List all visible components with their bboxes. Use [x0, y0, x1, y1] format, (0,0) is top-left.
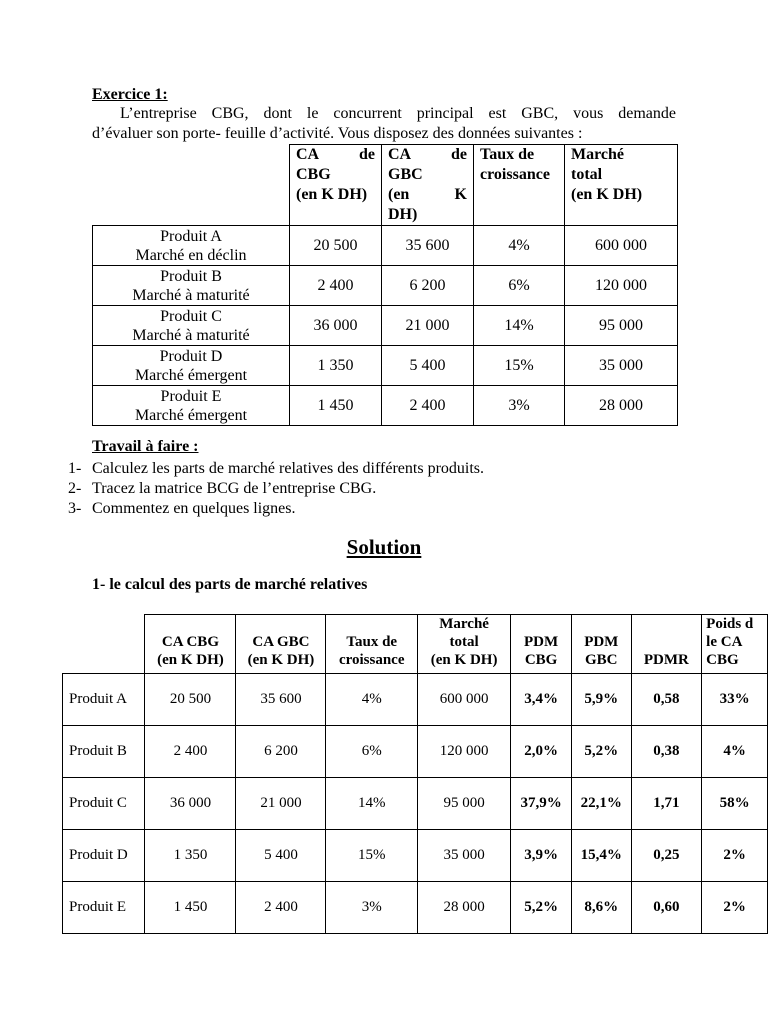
- pdmr-cell: 1,71: [631, 778, 702, 830]
- list-item: 3- Commentez en quelques lignes.: [68, 500, 296, 517]
- header-marche: Marché total (en K DH): [565, 145, 678, 226]
- pdmr-cell: 0,60: [631, 882, 702, 934]
- marche-cell: 28 000: [418, 882, 511, 934]
- ca-cbg-cell: 20 500: [290, 226, 382, 266]
- poids-cell: 33%: [702, 674, 768, 726]
- section-title: 1- le calcul des parts de marché relatives: [92, 576, 368, 593]
- table-row: [63, 882, 768, 934]
- pdm-gbc-cell: 22,1%: [571, 778, 631, 830]
- product-cell: Produit E Marché émergent: [93, 386, 290, 426]
- taux-cell: 14%: [474, 306, 565, 346]
- header-poids: Poids d le CA CBG: [702, 615, 768, 674]
- header-pdmr: PDMR: [631, 615, 702, 674]
- table-row: [63, 778, 768, 830]
- table-row: [93, 306, 678, 346]
- ca-gbc-cell: 21 000: [236, 778, 326, 830]
- taux-cell: 15%: [326, 830, 418, 882]
- product-cell: Produit A: [63, 674, 145, 726]
- poids-cell: 2%: [702, 882, 768, 934]
- taux-cell: 4%: [326, 674, 418, 726]
- pdm-cbg-cell: 3,4%: [511, 674, 572, 726]
- product-cell: Produit B: [63, 726, 145, 778]
- table-row: [93, 386, 678, 426]
- poids-cell: 2%: [702, 830, 768, 882]
- ca-gbc-cell: 35 600: [382, 226, 474, 266]
- marche-cell: 35 000: [565, 346, 678, 386]
- ca-gbc-cell: 2 400: [236, 882, 326, 934]
- pdmr-cell: 0,38: [631, 726, 702, 778]
- taux-cell: 4%: [474, 226, 565, 266]
- ca-gbc-cell: 35 600: [236, 674, 326, 726]
- solution-table: [62, 614, 768, 934]
- taux-cell: 14%: [326, 778, 418, 830]
- todo-list: [68, 459, 484, 519]
- pdmr-cell: 0,25: [631, 830, 702, 882]
- pdm-gbc-cell: 8,6%: [571, 882, 631, 934]
- header-marche: Marché total (en K DH): [418, 615, 511, 674]
- header-taux: Taux de croissance: [326, 615, 418, 674]
- pdm-gbc-cell: 5,2%: [571, 726, 631, 778]
- exercise-data-table: [92, 144, 678, 426]
- poids-cell: 4%: [702, 726, 768, 778]
- ca-cbg-cell: 1 350: [145, 830, 236, 882]
- table-header-row: [63, 615, 768, 674]
- header-pdm-cbg: PDM CBG: [511, 615, 572, 674]
- product-cell: Produit C: [63, 778, 145, 830]
- marche-cell: 95 000: [418, 778, 511, 830]
- marche-cell: 95 000: [565, 306, 678, 346]
- product-cell: Produit E: [63, 882, 145, 934]
- pdm-cbg-cell: 37,9%: [511, 778, 572, 830]
- header-taux: Taux de croissance: [474, 145, 565, 226]
- header-ca-gbc: CA de GBC (en K DH): [382, 145, 474, 226]
- table-corner: [93, 145, 290, 226]
- ca-cbg-cell: 20 500: [145, 674, 236, 726]
- ca-gbc-cell: 5 400: [236, 830, 326, 882]
- exercise-title: Exercice 1:: [92, 86, 168, 103]
- ca-cbg-cell: 36 000: [290, 306, 382, 346]
- table-header-row: [93, 145, 678, 226]
- pdm-gbc-cell: 5,9%: [571, 674, 631, 726]
- ca-cbg-cell: 2 400: [290, 266, 382, 306]
- pdm-gbc-cell: 15,4%: [571, 830, 631, 882]
- header-pdm-gbc: PDM GBC: [571, 615, 631, 674]
- poids-cell: 58%: [702, 778, 768, 830]
- table-row: [63, 674, 768, 726]
- table-row: [93, 226, 678, 266]
- taux-cell: 6%: [474, 266, 565, 306]
- ca-cbg-cell: 1 450: [145, 882, 236, 934]
- marche-cell: 120 000: [565, 266, 678, 306]
- ca-cbg-cell: 2 400: [145, 726, 236, 778]
- product-cell: Produit D: [63, 830, 145, 882]
- table-row: [93, 346, 678, 386]
- exercise-intro: [92, 104, 676, 144]
- ca-cbg-cell: 1 450: [290, 386, 382, 426]
- list-item: 2- Tracez la matrice BCG de l’entreprise CBG.: [68, 480, 377, 497]
- table-row: [93, 266, 678, 306]
- marche-cell: 120 000: [418, 726, 511, 778]
- marche-cell: 600 000: [418, 674, 511, 726]
- pdm-cbg-cell: 3,9%: [511, 830, 572, 882]
- ca-gbc-cell: 6 200: [382, 266, 474, 306]
- pdm-cbg-cell: 5,2%: [511, 882, 572, 934]
- header-ca-cbg: CA CBG (en K DH): [145, 615, 236, 674]
- marche-cell: 600 000: [565, 226, 678, 266]
- ca-gbc-cell: 2 400: [382, 386, 474, 426]
- todo-title: Travail à faire :: [92, 438, 199, 455]
- taux-cell: 15%: [474, 346, 565, 386]
- ca-cbg-cell: 1 350: [290, 346, 382, 386]
- ca-gbc-cell: 6 200: [236, 726, 326, 778]
- product-cell: Produit C Marché à maturité: [93, 306, 290, 346]
- taux-cell: 3%: [326, 882, 418, 934]
- taux-cell: 3%: [474, 386, 565, 426]
- pdmr-cell: 0,58: [631, 674, 702, 726]
- header-ca-gbc: CA GBC (en K DH): [236, 615, 326, 674]
- header-ca-cbg: CA de CBG (en K DH): [290, 145, 382, 226]
- table-row: [63, 830, 768, 882]
- ca-gbc-cell: 21 000: [382, 306, 474, 346]
- marche-cell: 28 000: [565, 386, 678, 426]
- ca-cbg-cell: 36 000: [145, 778, 236, 830]
- intro-line-1: L’entreprise CBG, dont le concurrent principal est GBC, vous demande: [120, 105, 676, 122]
- pdm-cbg-cell: 2,0%: [511, 726, 572, 778]
- table-corner: [63, 615, 145, 674]
- product-cell: Produit D Marché émergent: [93, 346, 290, 386]
- list-item: 1- Calculez les parts de marché relatives des différents produits.: [68, 460, 485, 477]
- taux-cell: 6%: [326, 726, 418, 778]
- product-cell: Produit A Marché en déclin: [93, 226, 290, 266]
- ca-gbc-cell: 5 400: [382, 346, 474, 386]
- table-row: [63, 726, 768, 778]
- solution-title: Solution: [346, 535, 422, 559]
- intro-line-2: d’évaluer son porte- feuille d’activité. Vous disposez des données suivantes :: [92, 125, 583, 142]
- product-cell: Produit B Marché à maturité: [93, 266, 290, 306]
- marche-cell: 35 000: [418, 830, 511, 882]
